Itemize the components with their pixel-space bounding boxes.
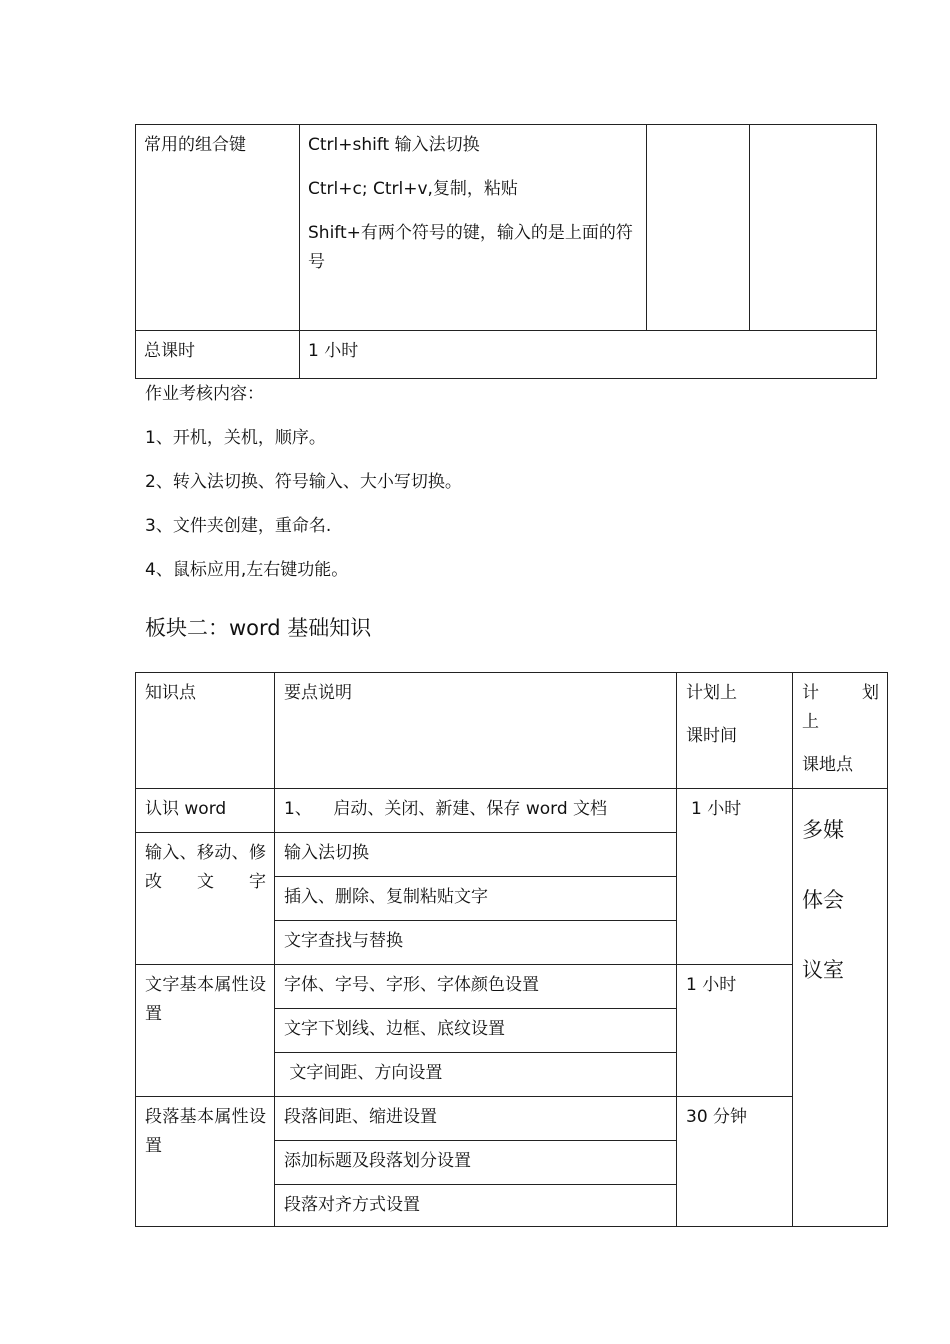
section-heading: 板块二：word 基础知识 [145, 616, 372, 640]
table-row [136, 1097, 888, 1141]
key-point: 添加标题及段落划分设置 [275, 1141, 677, 1185]
combo-key-line: Ctrl+c; Ctrl+v,复制，粘贴 [308, 179, 518, 199]
header-place-line: 计 划 [802, 683, 879, 703]
class-location [793, 789, 888, 1227]
combo-keys-label: 常用的组合键 [136, 125, 300, 331]
planned-time: 1 小时 [677, 965, 793, 1097]
header-place-line: 上 [802, 712, 819, 732]
empty-cell [647, 125, 750, 331]
knowledge-point: 文字基本属性设置 [136, 965, 275, 1097]
key-point: 段落间距、缩进设置 [275, 1097, 677, 1141]
key-point: 文字下划线、边框、底纹设置 [275, 1009, 677, 1053]
total-hours-label: 总课时 [136, 331, 300, 379]
table-row [136, 965, 888, 1009]
header-time [677, 673, 793, 789]
homework-item: 1、开机，关机，顺序。 [145, 428, 326, 448]
key-point: 字体、字号、字形、字体颜色设置 [275, 965, 677, 1009]
homework-item: 3、文件夹创建，重命名. [145, 516, 332, 536]
homework-item: 4、鼠标应用,左右键功能。 [145, 560, 349, 580]
table-header-row [136, 673, 888, 789]
class-location-line: 体会 [802, 888, 844, 912]
header-knowledge: 知识点 [136, 673, 275, 789]
header-time-line: 课时间 [686, 726, 737, 746]
knowledge-point: 输入、移动、修改文字 [136, 833, 275, 965]
planned-time: 30 分钟 [677, 1097, 793, 1227]
key-point: 1、 启动、关闭、新建、保存 word 文档 [275, 789, 677, 833]
combo-keys-content [300, 125, 647, 331]
key-point: 输入法切换 [275, 833, 677, 877]
header-description: 要点说明 [275, 673, 677, 789]
empty-cell [750, 125, 877, 331]
header-place-line: 课地点 [802, 755, 853, 775]
key-point: 文字查找与替换 [275, 921, 677, 965]
knowledge-point: 认识 word [136, 789, 275, 833]
key-point: 插入、删除、复制粘贴文字 [275, 877, 677, 921]
class-location-line: 多媒 [802, 818, 844, 842]
combo-keys-table [135, 124, 877, 379]
planned-time: 1 小时 [677, 789, 793, 965]
table-row [136, 125, 877, 331]
homework-item: 2、转入法切换、符号输入、大小写切换。 [145, 472, 462, 492]
table-row [136, 331, 877, 379]
combo-key-line: Shift+有两个符号的键，输入的是上面的符号 [308, 223, 633, 272]
key-point: 文字间距、方向设置 [275, 1053, 677, 1097]
key-point: 段落对齐方式设置 [275, 1185, 677, 1227]
class-location-line: 议室 [802, 958, 844, 982]
header-place [793, 673, 888, 789]
homework-title: 作业考核内容： [145, 384, 264, 404]
header-time-line: 计划上 [686, 683, 737, 703]
total-hours-value: 1 小时 [300, 331, 877, 379]
word-basics-table [135, 672, 888, 1227]
table-row [136, 789, 888, 833]
combo-key-line: Ctrl+shift 输入法切换 [308, 135, 480, 155]
knowledge-point: 段落基本属性设置 [136, 1097, 275, 1227]
